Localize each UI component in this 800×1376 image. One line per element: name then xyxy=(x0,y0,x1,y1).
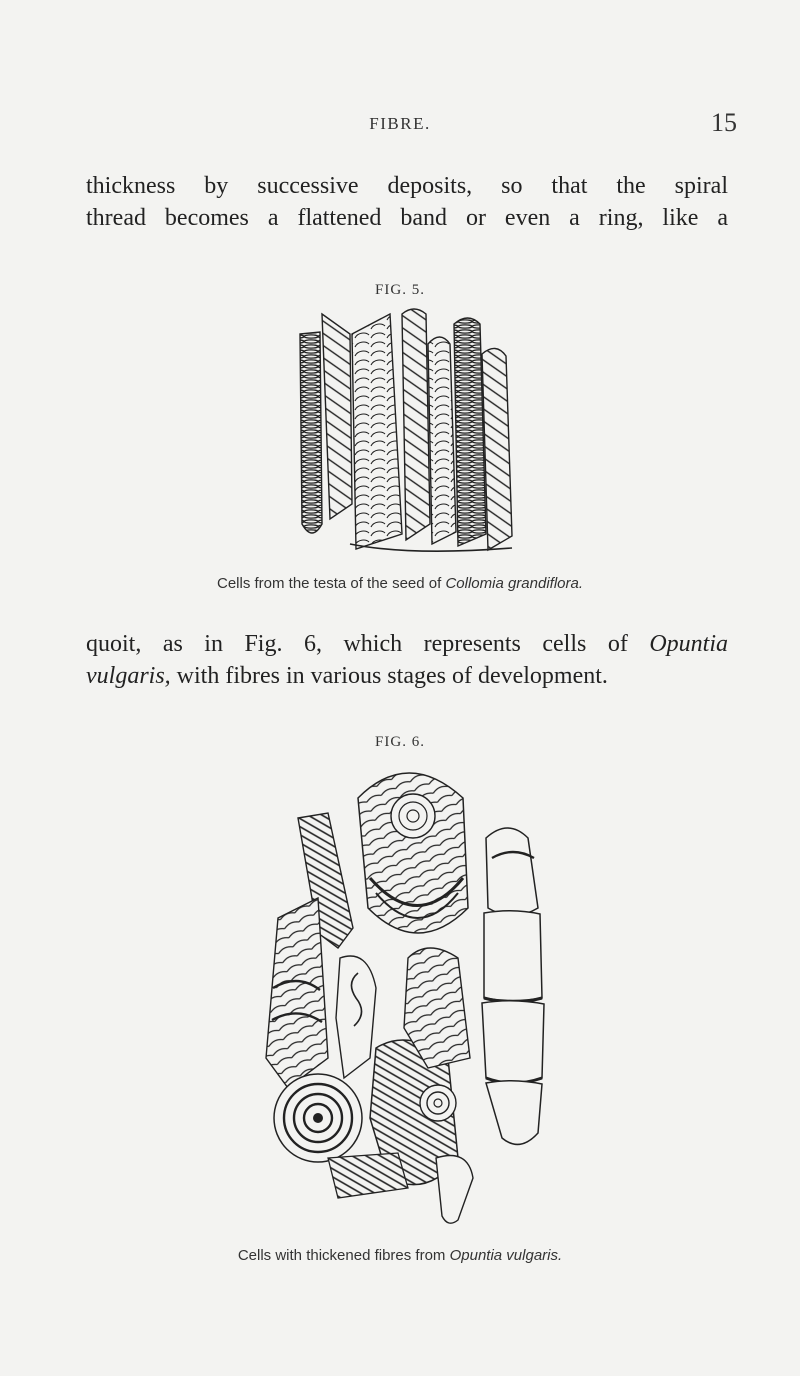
paragraph-2 xyxy=(86,628,728,692)
paragraph-2-line-2-text: with fibres in various stages of development. xyxy=(170,663,608,689)
paragraph-2-line-2 xyxy=(86,660,728,692)
figure-6-label: FIG. 6. xyxy=(375,734,425,750)
figure-5-illustration xyxy=(290,304,520,556)
figure-6-caption-text: Cells with thickened fibres from xyxy=(237,1247,450,1264)
figure-6-caption-species: Opuntia vulgaris. xyxy=(449,1247,563,1264)
paragraph-1-line-2: thread becomes a flattened band or even a ring, like a xyxy=(86,205,728,231)
figure-5-caption xyxy=(0,575,800,592)
paragraph-1 xyxy=(86,170,728,234)
paragraph-2-line-1 xyxy=(86,628,728,660)
paragraph-2-line-2-species: vulgaris, xyxy=(86,663,171,689)
running-title: FIBRE. xyxy=(369,114,431,133)
paragraph-2-line-1-species: Opuntia xyxy=(649,631,728,657)
figure-6-caption xyxy=(0,1247,800,1264)
page-number: 15 xyxy=(711,108,737,137)
figure-5-caption-species: Collomia grandiflora. xyxy=(445,575,584,592)
running-head xyxy=(0,108,800,144)
figure-5-caption-text: Cells from the testa of the seed of xyxy=(216,575,446,592)
paragraph-2-line-1-text: quoit, as in Fig. 6, which represents cells of xyxy=(86,631,650,657)
paragraph-1-line-1: thickness by successive deposits, so that the spiral xyxy=(86,173,728,199)
figure-6-illustration xyxy=(258,758,558,1228)
figure-5-label: FIG. 5. xyxy=(375,282,425,298)
